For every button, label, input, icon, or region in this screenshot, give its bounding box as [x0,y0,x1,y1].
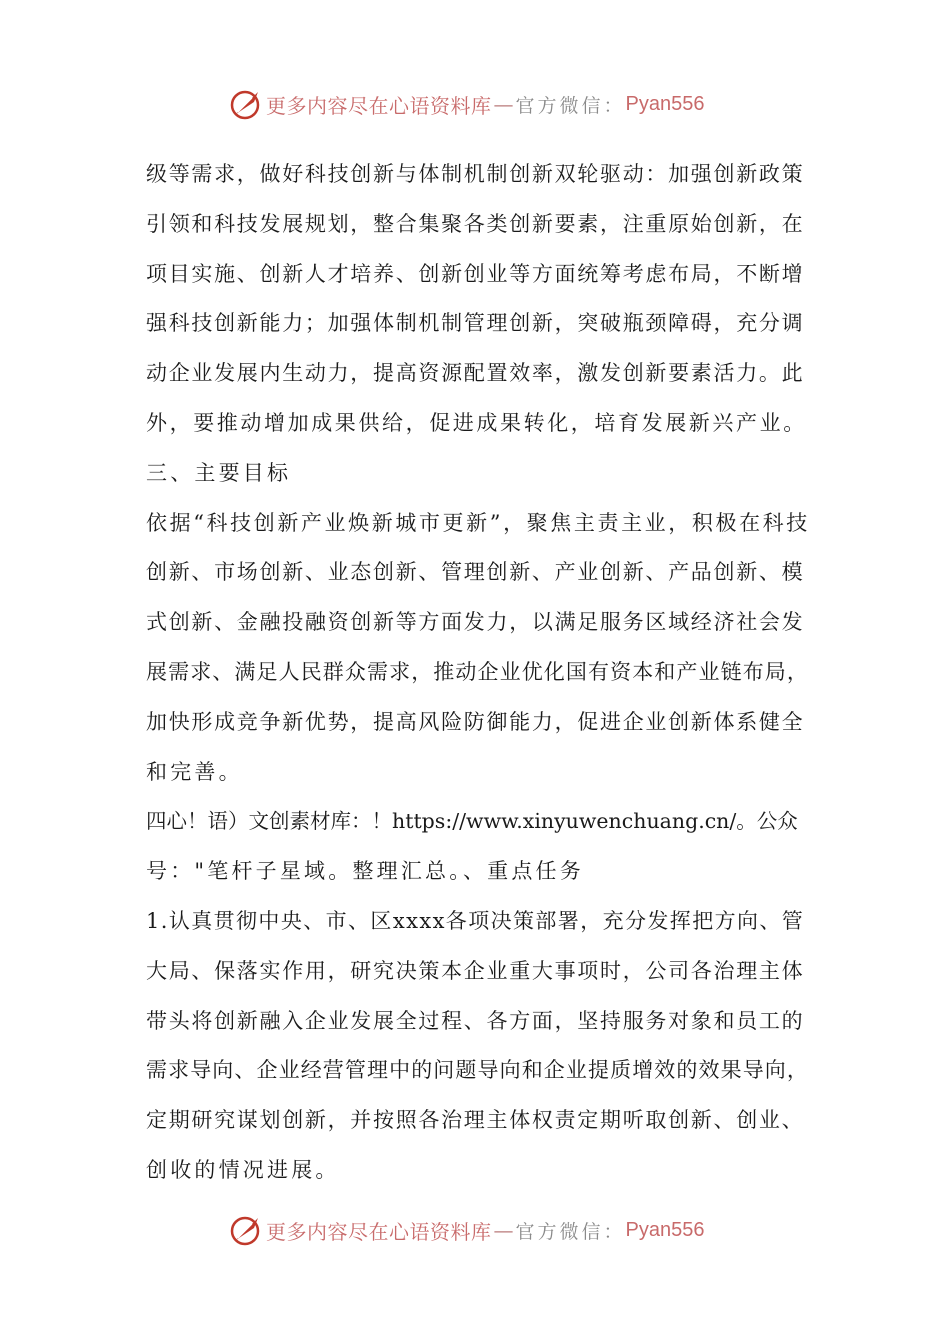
wechat-label: 官方微信： [515,94,626,117]
text-line: 需求导向、企业经营管理中的问题导向和企业提质增效的效果导向， [146,1058,809,1083]
quill-logo-icon [228,1212,264,1248]
brand-text: 更多内容尽在心语资料库 [266,1219,492,1244]
text-line: 带头将创新融入企业发展全过程、各方面，坚持服务对象和员工的 [146,1008,805,1033]
separator-dash: — [493,92,514,116]
text-line: 加快形成竞争新优势，提高风险防御能力，促进企业创新体系健全 [146,709,805,734]
section-heading: 三、主要目标 [146,460,292,485]
text-line: 创新、市场创新、业态创新、管理创新、产业创新、产品创新、模 [146,560,805,585]
footer-banner [228,1210,748,1250]
document-body [146,150,811,1196]
text-line: 外，要推动增加成果供给，促进成果转化，培育发展新兴产业。 [146,410,807,435]
text-line: 级等需求，做好科技创新与体制机制创新双轮驱动：加强创新政策 [146,162,805,186]
text-line: 项目实施、创新人才培养、创新创业等方面统筹考虑布局，不断增 [146,261,805,286]
text-line: 四心！语）文创素材库：！https://www.xinyuwenchuang.cn/。公众 [146,809,798,834]
wechat-id: Pyan556 [625,92,705,115]
wechat-id: Pyan556 [625,1218,705,1241]
text-line: 定期研究谋划创新，并按照各治理主体权责定期听取创新、创业、 [146,1108,805,1133]
text-line: 1.认真贯彻中央、市、区xxxx各项决策部署，充分发挥把方向、管 [146,908,805,933]
separator-dash: — [493,1218,514,1242]
text-line: 大局、保落实作用，研究决策本企业重大事项时，公司各治理主体 [146,958,805,983]
section-heading: 号："笔杆子星域。整理汇总。、重点任务 [146,859,584,884]
text-line: 依据“科技创新产业焕新城市更新”，聚焦主责主业，积极在科技 [146,510,810,535]
text-line: 创收的情况进展。 [146,1157,340,1182]
text-line: 和完善。 [146,759,243,784]
brand-text: 更多内容尽在心语资料库 [266,93,492,118]
quill-logo-icon [228,86,264,122]
text-line: 强科技创新能力；加强体制机制管理创新，突破瓶颈障碍，充分调 [146,311,805,336]
text-line: 展需求、满足人民群众需求，推动企业优化国有资本和产业链布局， [146,659,809,684]
text-line: 引领和科技发展规划，整合集聚各类创新要素，注重原始创新，在 [146,211,805,236]
header-banner [228,84,748,124]
wechat-label: 官方微信： [515,1220,626,1243]
text-line: 式创新、金融投融资创新等方面发力，以满足服务区域经济社会发 [146,610,805,635]
text-line: 动企业发展内生动力，提高资源配置效率，激发创新要素活力。此 [146,361,805,386]
